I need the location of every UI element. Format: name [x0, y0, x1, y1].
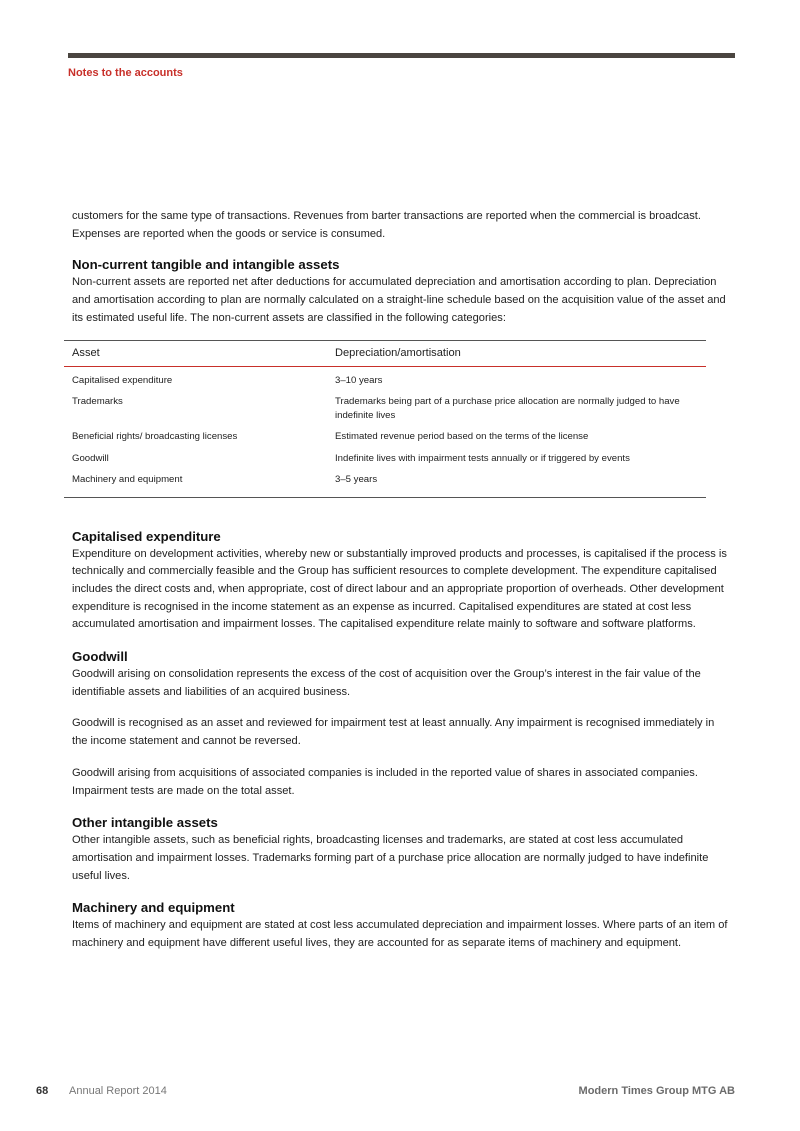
- intro-paragraph: customers for the same type of transactions. Revenues from barter transactions are reported when the commercial is broadcast. Expenses are reported when the goods or service is consumed.: [72, 210, 701, 240]
- table-header-asset: Asset: [72, 347, 100, 360]
- page-number: 68: [36, 1085, 49, 1097]
- table-cell-depreciation: Trademarks being part of a purchase price allocation are normally judged to have indefinite lives: [335, 396, 680, 421]
- table-header: [64, 341, 706, 367]
- section-label: Notes to the accounts: [68, 67, 183, 79]
- heading-machinery-equipment: Machinery and equipment: [72, 900, 235, 916]
- paragraph-goodwill-1: Goodwill arising on consolidation represents the excess of the cost of acquisition over the Group’s interest in the fair value of the identifiable assets and liabilities of an acquired business.: [72, 668, 701, 698]
- table-header-depreciation: Depreciation/amortisation: [335, 347, 461, 360]
- table-cell-depreciation: Estimated revenue period based on the terms of the license: [335, 431, 589, 443]
- table-row: [64, 472, 706, 494]
- report-title: Annual Report 2014: [69, 1085, 167, 1097]
- heading-other-intangible-assets: Other intangible assets: [72, 815, 218, 831]
- paragraph-capitalised-expenditure: Expenditure on development activities, whereby new or substantially improved products and processes, is capitalised if the process is technically and commercially feasible and the Group has sufficient resources to complete development. The expenditure capitalised includes the direct costs and, when appropriate, cost of direct labour and an appropriate proportion of overheads. Other development expenditure is recognised in the income statement as an expense as incurred. Capitalised expenditures are stated at cost less accumulated amortisation and impairment losses. The capitalised expenditure relate mainly to software and software platforms.: [72, 547, 727, 631]
- table-cell-depreciation: 3–5 years: [335, 474, 378, 486]
- paragraph-goodwill-3: Goodwill arising from acquisitions of associated companies is included in the reported value of shares in associated companies. Impairment tests are made on the total asset.: [72, 766, 698, 797]
- heading-noncurrent-assets: Non-current tangible and intangible assets: [72, 257, 340, 273]
- main-content: [72, 208, 732, 967]
- table-row: [64, 394, 706, 429]
- table-cell-asset: Capitalised expenditure: [72, 374, 173, 386]
- table-cell-asset: Trademarks: [72, 396, 123, 408]
- paragraph-noncurrent-assets: Non-current assets are reported net after deductions for accumulated depreciation and amortisation according to plan. Depreciation and amortisation according to plan are normally calculated on a straight-line schedule based on the acquisition value of the asset and its estimated useful life. The non-current assets are classified in the following categories:: [72, 276, 726, 324]
- table-cell-asset: Machinery and equipment: [72, 474, 183, 486]
- paragraph-goodwill-2: Goodwill is recognised as an asset and reviewed for impairment test at least annually. Any impairment is recognised immediately in the income statement and cannot be reversed.: [72, 717, 715, 748]
- table-cell-depreciation: 3–10 years: [335, 374, 383, 386]
- table-cell-asset: Goodwill: [72, 452, 109, 464]
- company-name: Modern Times Group MTG AB: [578, 1085, 735, 1097]
- paragraph-machinery-equipment: Items of machinery and equipment are stated at cost less accumulated depreciation and impairment losses. Where parts of an item of machinery and equipment have different useful lives, they are accounted for as separate items of machinery and equipment.: [72, 919, 728, 950]
- heading-goodwill: Goodwill: [72, 649, 128, 665]
- table-row: [64, 429, 706, 451]
- table-cell-asset: Beneficial rights/ broadcasting licenses: [72, 431, 238, 443]
- table-row: [64, 451, 706, 473]
- heading-capitalised-expenditure: Capitalised expenditure: [72, 528, 221, 544]
- depreciation-table: [64, 340, 706, 498]
- table-cell-depreciation: Indefinite lives with impairment tests annually or if triggered by events: [335, 452, 630, 464]
- top-rule: [68, 53, 735, 58]
- paragraph-other-intangible-assets: Other intangible assets, such as beneficial rights, broadcasting licenses and trademarks, are stated at cost less accumulated amortisation and impairment losses. Trademarks forming part of a purchase price allocation are normally judged to have indefinite useful lives.: [72, 834, 709, 882]
- table-row: [64, 373, 706, 395]
